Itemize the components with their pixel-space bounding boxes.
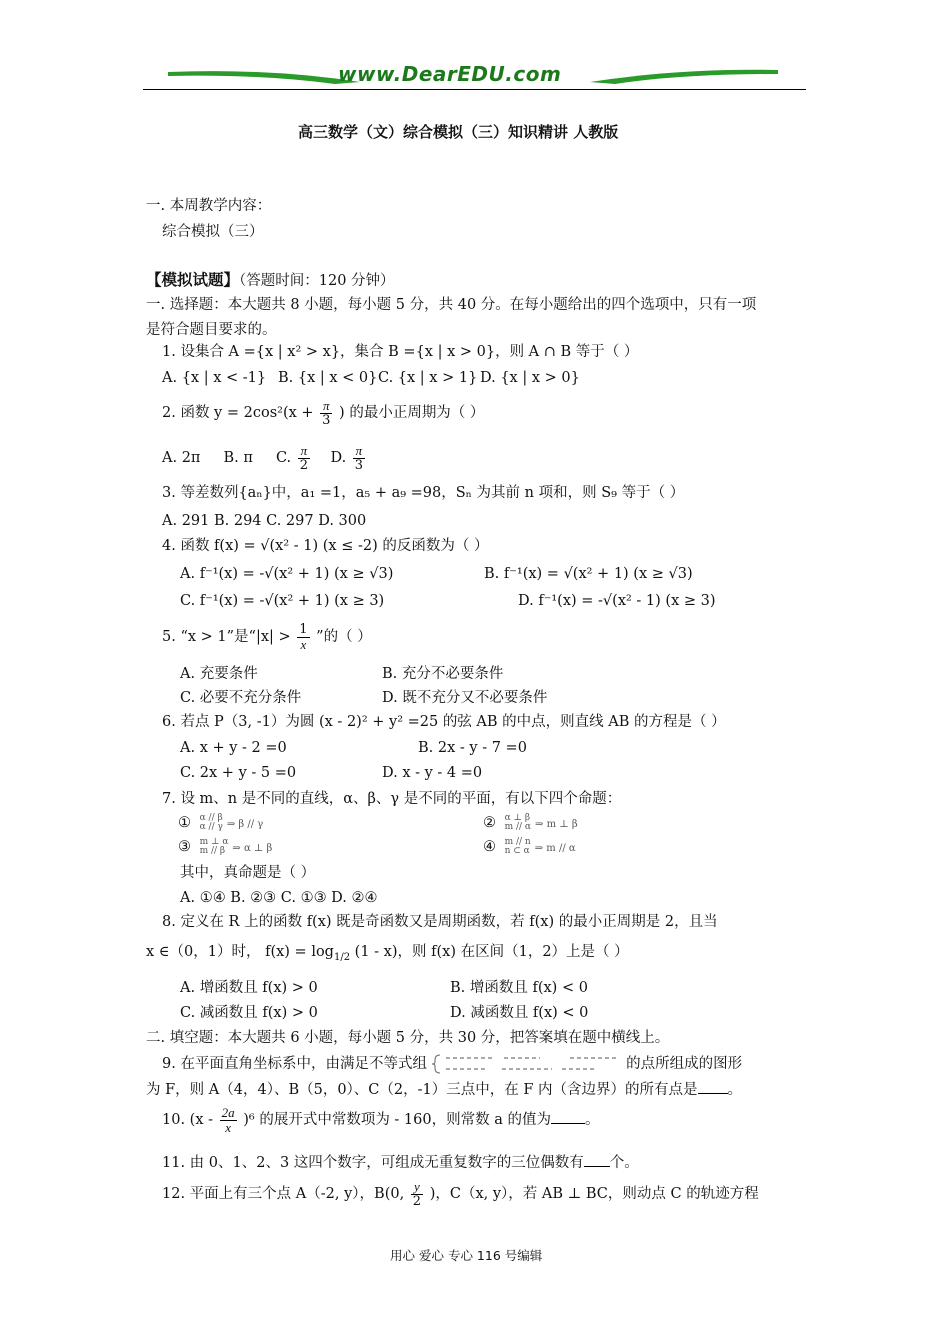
- q2-fraction: [320, 399, 332, 428]
- q4-option-d: D. f⁻¹(x) = -√(x² - 1) (x ≥ 3): [518, 593, 716, 609]
- q5-option-c: C. 必要不充分条件: [180, 690, 302, 706]
- q7-prop-4: [483, 836, 576, 860]
- q6-option-a: A. x + y - 2 =0: [180, 740, 287, 756]
- q5-stem-pre: 5. “x > 1”是“|x| >: [162, 629, 291, 645]
- q8-log-base: 1/2: [333, 951, 351, 963]
- q10-end: 。: [584, 1112, 600, 1128]
- q2-option-c-fraction: [298, 444, 310, 473]
- q7-prop-3: [178, 836, 272, 860]
- q9-line2: [146, 1079, 742, 1100]
- page-footer: 用心 爱心 专心 116 号编辑: [390, 1248, 543, 1263]
- q5-stem-post: ”的（ ）: [316, 629, 372, 645]
- q6-option-c: C. 2x + y - 5 =0: [180, 765, 297, 781]
- q10-frac-den: x: [225, 1119, 232, 1135]
- q1-stem: 1. 设集合 A ={x | x² > x}，集合 B ={x | x > 0}，则 A ∩ B 等于（ ）: [162, 344, 639, 360]
- q2-d-den: 3: [354, 457, 364, 473]
- q9-line1-post: 的点所组成的图形: [626, 1056, 743, 1072]
- q2-option-d-fraction: [353, 444, 365, 473]
- q7-prop-3-system: m ⊥ α m // β: [199, 837, 229, 856]
- q10-frac-num: 2a: [221, 1104, 235, 1120]
- q9-answer-blank[interactable]: [698, 1079, 728, 1094]
- q2-frac-num: π: [320, 399, 332, 414]
- q7-prop-1-result: ⇒ β // γ: [226, 819, 264, 830]
- q6-option-d: D. x - y - 4 =0: [382, 765, 483, 781]
- q11-answer-blank[interactable]: [584, 1152, 610, 1167]
- q7-prop-2: [483, 812, 578, 836]
- q2-c-num: π: [298, 444, 310, 459]
- q7-options: A. ①④ B. ②③ C. ①③ D. ②④: [180, 890, 378, 906]
- q8-option-c: C. 减函数且 f(x) > 0: [180, 1005, 318, 1021]
- q10-post: )⁶ 的展开式中常数项为 - 160，则常数 a 的值为: [243, 1112, 551, 1128]
- header-rule: [143, 89, 806, 90]
- q11-text: 11. 由 0、1、2、3 这四个数字，可组成无重复数字的三位偶数有: [162, 1155, 584, 1171]
- q5-stem: [162, 620, 372, 654]
- q12-post: )，C（x, y），若 AB ⊥ BC，则动点 C 的轨迹方程: [429, 1186, 759, 1202]
- exam-time-note: （答题时间：120 分钟）: [239, 273, 395, 289]
- q4-option-b: B. f⁻¹(x) = √(x² + 1) (x ≥ √3): [484, 566, 693, 582]
- q7-prop-2-system: α ⊥ β m // α: [504, 813, 532, 832]
- q10-pre: 10. (x -: [162, 1112, 214, 1128]
- q1-option-c: C. {x | x > 1}: [378, 370, 478, 386]
- q2-options: [162, 440, 367, 476]
- q2-stem-pre: 2. 函数 y = 2cos²(x +: [162, 405, 314, 421]
- q7-ask: 其中，真命题是（ ）: [180, 865, 316, 881]
- q8-line2-fn: f(x) = log: [265, 944, 334, 960]
- q3-options: A. 291 B. 294 C. 297 D. 300: [162, 513, 367, 529]
- q3-stem: 3. 等差数列{aₙ}中，a₁ =1，a₅ + a₉ =98，Sₙ 为其前 n 项和，则 S₉ 等于（ ）: [162, 485, 685, 501]
- q7-prop-2-result: ⇒ m ⊥ β: [535, 819, 578, 830]
- q7-prop-4-system: m // n n ⊂ α: [504, 837, 531, 856]
- q10-line: [162, 1102, 599, 1138]
- page-title: 高三数学（文）综合模拟（三）知识精讲 人教版: [298, 123, 619, 141]
- q8-line1: 8. 定义在 R 上的函数 f(x) 既是奇函数又是周期函数，若 f(x) 的最小正周期是 2，且当: [162, 914, 718, 930]
- q12-frac-num: y: [411, 1180, 423, 1195]
- q8-line2: [146, 937, 629, 973]
- q10-answer-blank[interactable]: [551, 1109, 585, 1124]
- q1-option-d: D. {x | x > 0}: [480, 370, 580, 386]
- q2-frac-den: 3: [322, 412, 331, 428]
- q7-prop-3-num: ③: [178, 839, 191, 855]
- q1-option-a: A. {x | x < -1}: [162, 370, 267, 386]
- q2-option-c: C.: [275, 450, 292, 466]
- q12-fraction: [411, 1180, 423, 1209]
- q2-c-den: 2: [299, 457, 309, 473]
- q11-line: [162, 1152, 639, 1173]
- q2-option-a: A. 2π: [162, 450, 201, 466]
- q8-option-d: D. 减函数且 f(x) < 0: [450, 1005, 589, 1021]
- q9-line1: [162, 1053, 742, 1075]
- q8-option-b: B. 增函数且 f(x) < 0: [450, 980, 588, 996]
- q12-frac-den: 2: [412, 1193, 422, 1209]
- q2-option-d: D.: [330, 450, 347, 466]
- q7-prop-2-num: ②: [483, 815, 496, 831]
- q5-option-a: A. 充要条件: [180, 666, 258, 682]
- q2-option-b: B. π: [223, 450, 253, 466]
- q7-prop-1-system: α // β α // γ: [199, 813, 223, 832]
- q5-frac-num: 1: [299, 621, 308, 637]
- intro-content: 综合模拟（三）: [162, 224, 264, 240]
- q4-option-a: A. f⁻¹(x) = -√(x² + 1) (x ≥ √3): [180, 566, 394, 582]
- q9-line1-pre: 9. 在平面直角坐标系中，由满足不等式组: [162, 1056, 427, 1072]
- q7-prop-3-result: ⇒ α ⊥ β: [232, 843, 273, 854]
- q10-fraction: [220, 1106, 237, 1135]
- q11-end: 个。: [609, 1155, 639, 1171]
- q9-line2-text: 为 F，则 A（4，4）、B（5，0）、C（2，-1）三点中，在 F 内（含边界）的所有点是: [146, 1082, 698, 1098]
- intro-section-label: 一. 本周教学内容：: [146, 198, 272, 214]
- q9-line2-end: 。: [727, 1082, 743, 1098]
- q1-option-b: B. {x | x < 0}: [278, 370, 378, 386]
- q12-pre: 12. 平面上有三个点 A（-2, y），B(0,: [162, 1186, 405, 1202]
- q5-fraction: [297, 623, 309, 652]
- part1-instructions-line1: 一. 选择题：本大题共 8 小题，每小题 5 分，共 40 分。在每小题给出的四个选项中，只有一项: [146, 297, 757, 313]
- header-logo-text: www.DearEDU.com: [338, 62, 562, 86]
- q12-line: [162, 1176, 759, 1212]
- q2-stem: [162, 396, 484, 430]
- q8-line2-pre: x ∈（0，1）时，: [146, 944, 261, 960]
- q2-stem-post: ) 的最小正周期为（ ）: [339, 405, 485, 421]
- q7-prop-4-num: ④: [483, 839, 496, 855]
- q8-line2-arg: (1 - x): [354, 944, 398, 960]
- q8-line2-post: ，则 f(x) 在区间（1，2）上是（ ）: [397, 944, 629, 960]
- q6-stem: 6. 若点 P（3, -1）为圆 (x - 2)² + y² =25 的弦 AB 的中点，则直线 AB 的方程是（ ）: [162, 714, 726, 730]
- q2-d-num: π: [353, 444, 365, 459]
- q7-stem: 7. 设 m、n 是不同的直线，α、β、γ 是不同的平面，有以下四个命题：: [162, 791, 622, 807]
- q4-stem: 4. 函数 f(x) = √(x² - 1) (x ≤ -2) 的反函数为（ ）: [162, 538, 489, 554]
- q8-option-a: A. 增函数且 f(x) > 0: [180, 980, 318, 996]
- q7-prop-1: [178, 812, 263, 836]
- q4-option-c: C. f⁻¹(x) = -√(x² + 1) (x ≥ 3): [180, 593, 385, 609]
- q5-option-b: B. 充分不必要条件: [382, 666, 504, 682]
- part2-instructions: 二. 填空题：本大题共 6 小题，每小题 5 分，共 30 分，把答案填在题中横线上。: [146, 1030, 670, 1046]
- part1-instructions-line2: 是符合题目要求的。: [146, 322, 277, 338]
- q5-option-d: D. 既不充分又不必要条件: [382, 690, 548, 706]
- q6-option-b: B. 2x - y - 7 =0: [418, 740, 527, 756]
- q7-prop-4-result: ⇒ m // α: [534, 843, 576, 854]
- exam-heading: [146, 270, 395, 291]
- q9-inequality-system-image: [432, 1053, 622, 1075]
- exam-heading-title: 【模拟试题】: [146, 270, 240, 289]
- q7-prop-1-num: ①: [178, 815, 191, 831]
- q5-frac-den: x: [300, 636, 307, 652]
